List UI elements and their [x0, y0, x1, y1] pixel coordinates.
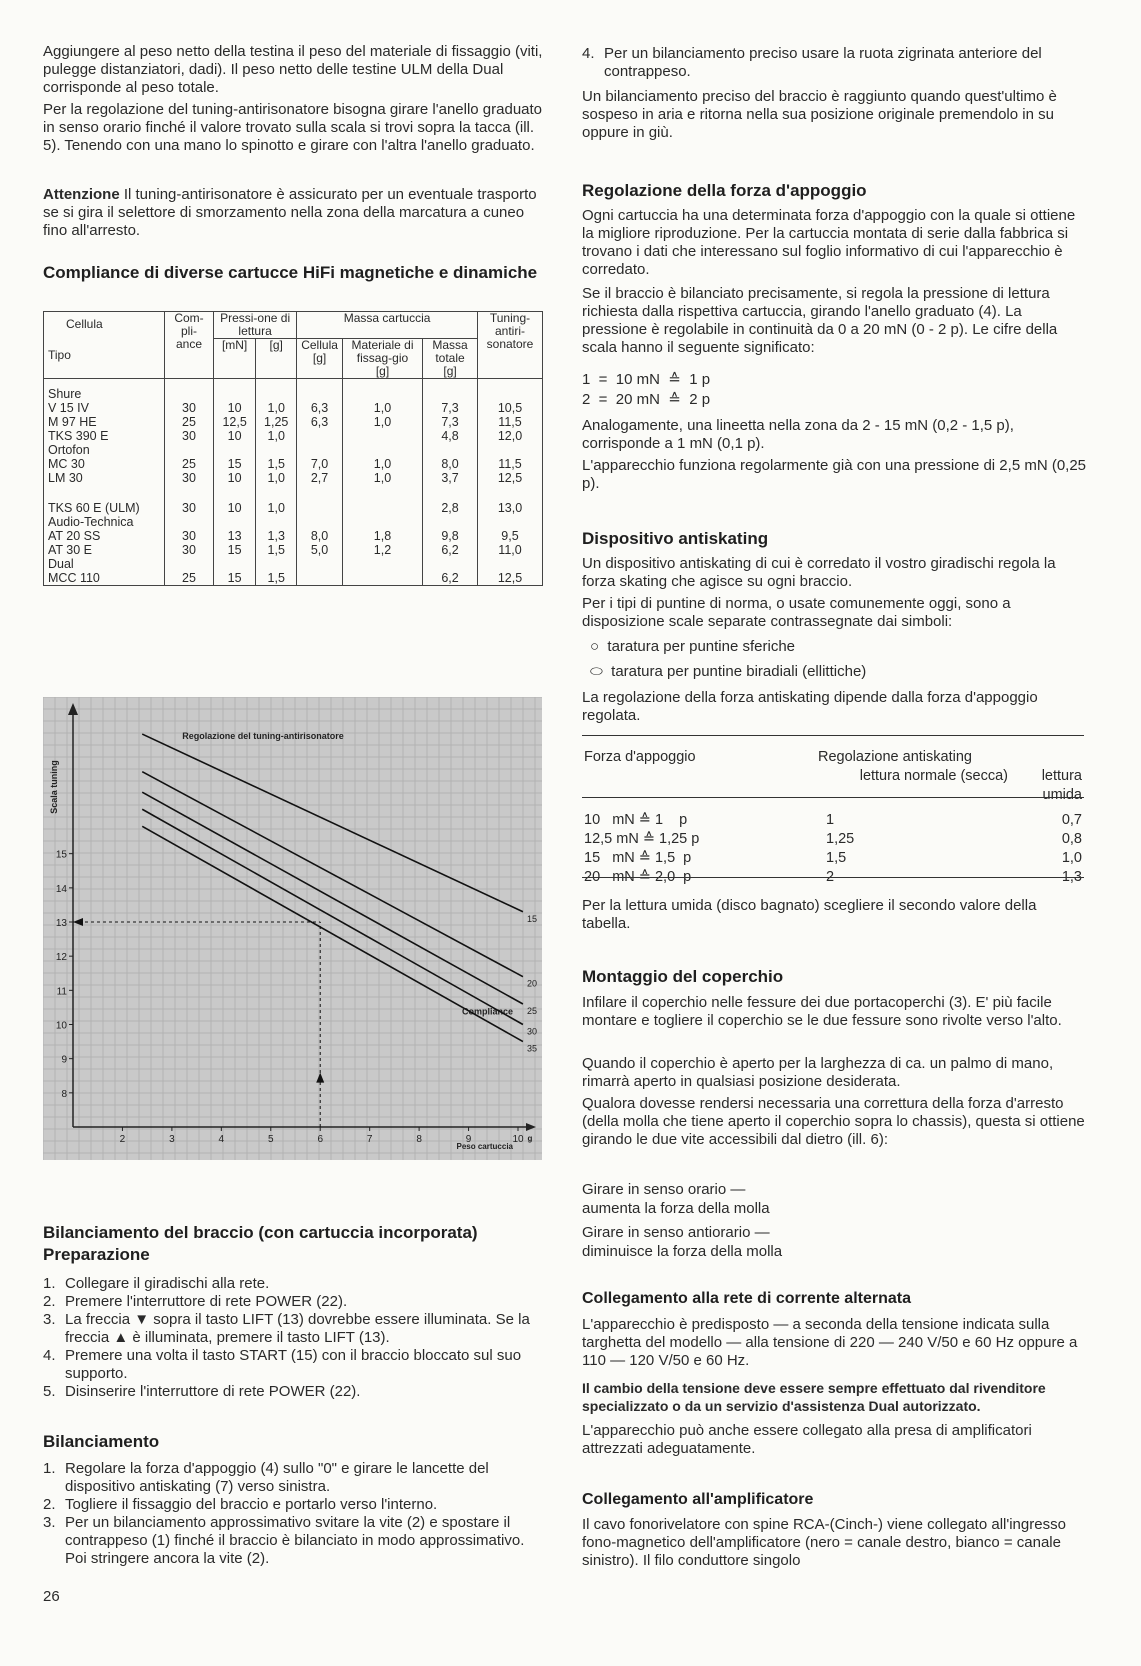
th-pressione: Pressi-one di lettura — [214, 312, 297, 339]
aks-th-empty — [582, 767, 816, 805]
amplifier-paragraph: Il cavo fonorivelatore con spine RCA-(Cinch-) viene collegato all'ingresso fono-magnetico dell'amplificatore (nero = canale destro, bianco = canale sinistro). Il filo conduttore singolo — [582, 1516, 1066, 1569]
series-label-30: 30 — [526, 1026, 537, 1037]
compliance-row — [44, 429, 543, 443]
compliance-cell-mn — [214, 443, 256, 457]
compliance-cell-tun: 11,0 — [478, 543, 543, 557]
compliance-cell-tun: 9,5 — [478, 529, 543, 543]
compliance-cell-mn: 10 — [214, 471, 256, 485]
compliance-cell-cell — [297, 429, 343, 443]
th-cellula-label: Cellula — [66, 317, 103, 331]
antiskating-cell-normale: 1,25 — [826, 831, 855, 847]
x-tick-label: 6 — [317, 1134, 324, 1145]
antiskating-cell-forza: 12,5 mN ≙ 1,25 p — [584, 831, 700, 847]
compliance-cell-g: 1,0 — [256, 429, 297, 443]
th-massa-cellula-label: Cellula — [301, 338, 338, 352]
intro-paragraph: Aggiungere al peso netto della testina il peso del materiale di fissaggio (viti, pulegge distanziatori, dadi). Il peso netto delle testine ULM della Dual corrisponde al peso totale. — [43, 43, 543, 96]
mains-heading: Collegamento alla rete di corrente alternata — [582, 1290, 911, 1307]
aks-th-regolazione: Regolazione antiskating — [818, 749, 972, 765]
cover-paragraph-3: Qualora dovesse rendersi necessaria una correttura della forza d'arresto (della molla che tiene aperto il coperchio sopra lo chassis), questa si ottiene girando le due vite accessibili dal dietro (ill. 6): — [582, 1095, 1085, 1148]
antiskating-table — [582, 748, 1084, 887]
preparation-step — [43, 1293, 546, 1311]
marker-up-arrow — [316, 1073, 324, 1083]
compliance-cell-cell: 6,3 — [297, 401, 343, 415]
compliance-cell-comp: 30 — [165, 485, 214, 515]
compliance-cell-cell — [297, 485, 343, 515]
preparation-step-text: La freccia ▼ sopra il tasto LIFT (13) dovrebbe essere illuminata. Se la freccia ▲ è illuminata, premere il tasto LIFT (13). — [65, 1311, 530, 1346]
x-tick-label: 2 — [119, 1134, 126, 1145]
antiskating-cell-normale: 1,5 — [826, 850, 847, 866]
compliance-cell-cell — [297, 379, 343, 402]
compliance-cell-tun: 11,5 — [478, 457, 543, 471]
mains-paragraph-2: L'apparecchio può anche essere collegato alla presa di amplificatori attrezzati adeguatamente. — [582, 1422, 1032, 1457]
compliance-cell-fiss: 1,8 — [342, 529, 422, 543]
compliance-cell-cell — [297, 443, 343, 457]
compliance-cell-mn — [214, 379, 256, 402]
preparation-step — [43, 1347, 546, 1383]
compliance-cell-tun: 12,5 — [478, 471, 543, 485]
compliance-cell-tot: 7,3 — [423, 401, 478, 415]
compliance-cell-tot — [423, 443, 478, 457]
force-equation-2: 2 = 20 mN ≙ 2 p — [582, 391, 711, 408]
antiskating-heading: Dispositivo antiskating — [582, 529, 769, 548]
th-massa-cellula-unit: [g] — [312, 351, 327, 365]
preparation-list — [43, 1275, 546, 1401]
bilanciamento-step-number: 2. — [43, 1496, 56, 1513]
compliance-cell-mn — [214, 557, 256, 571]
antiskating-cell-umida: 0,7 — [1061, 812, 1082, 828]
compliance-cell-comp: 30 — [165, 401, 214, 415]
force-heading: Regolazione della forza d'appoggio — [582, 181, 867, 200]
compliance-cell-tot: 8,0 — [423, 457, 478, 471]
compliance-cell-cell: 2,7 — [297, 471, 343, 485]
th-massa: Massa cartuccia — [297, 312, 478, 339]
x-tick-label: 3 — [169, 1134, 175, 1145]
y-axis-label: Scala tuning — [49, 760, 59, 814]
compliance-cell-comp: 25 — [165, 415, 214, 429]
y-tick-label: 9 — [61, 1054, 67, 1066]
aks-th-forza: Forza d'appoggio — [584, 749, 696, 765]
compliance-cell-mn: 12,5 — [214, 415, 256, 429]
compliance-row — [44, 515, 543, 529]
bilanciamento-step-number: 3. — [43, 1514, 56, 1531]
th-compliance: Com-pli-ance — [165, 312, 214, 379]
compliance-row — [44, 401, 543, 415]
cover-paragraph-6: Girare in senso antiorario — — [582, 1224, 770, 1241]
compliance-row — [44, 543, 543, 557]
compliance-cell-tun: 12,0 — [478, 429, 543, 443]
compliance-cell-comp — [165, 557, 214, 571]
compliance-cell-tot — [423, 557, 478, 571]
preparation-step-number: 1. — [43, 1275, 56, 1292]
compliance-cell-tun: 10,5 — [478, 401, 543, 415]
compliance-cell-comp — [165, 379, 214, 402]
compliance-cell-g: 1,5 — [256, 571, 297, 586]
force-equation-1: 1 = 10 mN ≙ 1 p — [582, 371, 711, 388]
compliance-cell-tun — [478, 379, 543, 402]
x-tick-label: 9 — [465, 1134, 472, 1145]
compliance-heading: Compliance di diverse cartucce HiFi magnetiche e dinamiche — [43, 263, 538, 282]
compliance-cell-tipo: V 15 IV — [44, 401, 165, 415]
tuning-chart-svg — [43, 697, 542, 1160]
compliance-table-body — [44, 379, 543, 586]
compliance-cell-g: 1,5 — [256, 457, 297, 471]
compliance-cell-comp: 25 — [165, 457, 214, 471]
compliance-cell-mn: 13 — [214, 529, 256, 543]
antiskating-cell-forza: 15 mN ≙ 1,5 p — [584, 850, 692, 866]
aks-th-normale: lettura normale (secca) — [859, 768, 1008, 784]
x-tick-label: 10 — [512, 1134, 524, 1145]
compliance-cell-tipo: MC 30 — [44, 457, 165, 471]
aks-th-umida: lettura umida — [1041, 768, 1082, 803]
compliance-cell-tot: 6,2 — [423, 543, 478, 557]
antiskating-table-mid-rule — [582, 797, 1084, 798]
compliance-cell-g: 1,5 — [256, 543, 297, 557]
compliance-cell-tun — [478, 443, 543, 457]
antiskating-cell-forza: 20 mN ≙ 2,0 p — [584, 869, 692, 885]
compliance-cell-fiss: 1,0 — [342, 401, 422, 415]
bilanciamento-step-text: Togliere il fissaggio del braccio e portarlo verso l'interno. — [65, 1496, 438, 1513]
compliance-cell-g — [256, 557, 297, 571]
compliance-cell-tipo: TKS 60 E (ULM) — [44, 485, 165, 515]
x-tick-label: 8 — [416, 1134, 422, 1145]
compliance-row — [44, 415, 543, 429]
antiskating-row — [582, 805, 1084, 830]
cover-paragraph-5: aumenta la forza della molla — [582, 1200, 770, 1217]
th-massa-cellula — [297, 339, 343, 379]
compliance-row — [44, 379, 543, 402]
compliance-cell-mn: 15 — [214, 571, 256, 586]
series-label-15: 15 — [526, 913, 537, 924]
antiskating-table-bottom-rule — [582, 877, 1084, 878]
compliance-cell-tot: 7,3 — [423, 415, 478, 429]
th-tuning: Tuning-antiri-sonatore — [478, 312, 543, 379]
compliance-cell-cell: 6,3 — [297, 415, 343, 429]
compliance-cell-tipo: LM 30 — [44, 471, 165, 485]
compliance-cell-fiss: 1,0 — [342, 457, 422, 471]
attention-label: Attenzione — [43, 186, 120, 203]
compliance-cell-tot — [423, 515, 478, 529]
compliance-cell-cell — [297, 557, 343, 571]
compliance-cell-tot: 2,8 — [423, 485, 478, 515]
compliance-cell-cell — [297, 515, 343, 529]
preparation-step — [43, 1275, 546, 1293]
cover-heading: Montaggio del coperchio — [582, 967, 784, 986]
balance-heading: Bilanciamento del braccio (con cartuccia incorporata) — [43, 1223, 478, 1242]
preparation-step — [43, 1383, 546, 1401]
antiskating-row — [582, 830, 1084, 849]
compliance-cell-comp: 30 — [165, 543, 214, 557]
antiskating-cell-umida: 1,3 — [1061, 869, 1082, 885]
th-massa-fissaggio-label: Materiale di fissag-gio — [351, 338, 414, 365]
compliance-cell-tun — [478, 515, 543, 529]
tuning-paragraph: Per la regolazione del tuning-antirisonatore bisogna girare l'anello graduato in senso orario finché il valore trovato sulla scala si trovi sopra la tacca (ill. 5). Tenendo con una mano lo spinotto e girare con l'altra l'anello graduato. — [43, 101, 543, 154]
compliance-row — [44, 571, 543, 586]
compliance-cell-comp — [165, 515, 214, 529]
compliance-cell-mn: 10 — [214, 485, 256, 515]
series-group-label: Compliance — [461, 1006, 513, 1017]
compliance-cell-g: 1,3 — [256, 529, 297, 543]
preparation-step-number: 4. — [43, 1347, 56, 1364]
antiskating-paragraph-2: Per i tipi di puntine di norma, o usate comunemente oggi, sono a disposizione scale separate contrassegnate dai simboli: — [582, 595, 1011, 630]
step-4-number: 4. — [582, 45, 595, 62]
compliance-cell-fiss — [342, 485, 422, 515]
compliance-cell-comp: 30 — [165, 529, 214, 543]
antiskating-cell-normale: 2 — [826, 869, 835, 885]
series-label-35: 35 — [526, 1043, 537, 1054]
antiskating-cell-umida: 0,8 — [1061, 831, 1082, 847]
compliance-cell-tun: 13,0 — [478, 485, 543, 515]
antiskating-table-body — [582, 805, 1084, 887]
preparation-step-text: Collegare il giradischi alla rete. — [65, 1275, 270, 1292]
force-paragraph-1: Ogni cartuccia ha una determinata forza d'appoggio con la quale si ottiene la migliore riproduzione. Per la cartuccia montata di serie dalla fabbrica si trovano i dati che interessano sul foglio informativo di cui l'apparecchio è corredato. — [582, 207, 1076, 278]
x-tick-label: 4 — [218, 1134, 225, 1145]
compliance-cell-tipo: M 97 HE — [44, 415, 165, 429]
mains-paragraph-1: L'apparecchio è predisposto — a seconda della tensione indicata sulla targhetta del modello — alla tensione di 220 — 240 V/50 e 60 Hz oppure a 110 — 120 V/50 e 60 Hz. — [582, 1316, 1078, 1369]
compliance-cell-comp: 30 — [165, 429, 214, 443]
compliance-cell-fiss: 1,0 — [342, 415, 422, 429]
preparation-step-number: 5. — [43, 1383, 56, 1400]
compliance-cell-tipo: MCC 110 — [44, 571, 165, 586]
compliance-cell-tun: 12,5 — [478, 571, 543, 586]
compliance-row — [44, 557, 543, 571]
compliance-cell-fiss: 1,2 — [342, 543, 422, 557]
compliance-table — [43, 311, 543, 586]
compliance-cell-mn: 15 — [214, 543, 256, 557]
y-tick-label: 12 — [55, 952, 67, 964]
antiskating-cell-forza: 10 mN ≙ 1 p — [584, 812, 688, 828]
preparation-step-number: 2. — [43, 1293, 56, 1310]
chart-title: Regolazione del tuning-antirisonatore — [182, 731, 344, 741]
antiskating-cell-normale: 1 — [826, 812, 835, 828]
antiskating-symbol-biradial: ⬭ taratura per puntine biradiali (ellittiche) — [590, 663, 867, 680]
preparation-step — [43, 1311, 546, 1347]
compliance-cell-mn — [214, 515, 256, 529]
x-axis-label: Peso cartuccia — [456, 1142, 513, 1151]
series-label-20: 20 — [526, 978, 537, 989]
y-tick-label: 11 — [56, 986, 67, 998]
compliance-cell-tot: 9,8 — [423, 529, 478, 543]
compliance-row — [44, 485, 543, 515]
compliance-cell-tot: 6,2 — [423, 571, 478, 586]
compliance-cell-tot: 3,7 — [423, 471, 478, 485]
compliance-row — [44, 443, 543, 457]
bilanciamento-step-text: Regolare la forza d'appoggio (4) sullo "0" e girare le lancette del dispositivo antiskating (7) verso sinistra. — [65, 1460, 489, 1495]
compliance-cell-comp — [165, 443, 214, 457]
compliance-cell-fiss — [342, 429, 422, 443]
bilanciamento-step — [43, 1514, 546, 1568]
step-4 — [582, 45, 1087, 81]
attention-paragraph — [43, 186, 546, 240]
force-paragraph-3: Analogamente, una lineetta nella zona da 2 - 15 mN (0,2 - 1,5 p), corrisponde a 1 mN (0,1 p). — [582, 417, 1014, 452]
compliance-cell-tot: 4,8 — [423, 429, 478, 443]
th-massa-totale-label: Massa totale — [432, 338, 468, 365]
compliance-cell-tun: 11,5 — [478, 415, 543, 429]
compliance-cell-fiss — [342, 557, 422, 571]
step-4-list — [582, 45, 1087, 81]
compliance-row — [44, 529, 543, 543]
compliance-cell-g: 1,0 — [256, 471, 297, 485]
compliance-cell-cell: 7,0 — [297, 457, 343, 471]
compliance-cell-g: 1,25 — [256, 415, 297, 429]
compliance-cell-cell — [297, 571, 343, 586]
th-massa-fissaggio-unit: [g] — [375, 364, 390, 378]
th-massa-totale-unit: [g] — [443, 364, 457, 378]
bilanciamento-step — [43, 1496, 546, 1514]
th-tipo-label: Tipo — [48, 348, 71, 362]
antiskating-paragraph-4: Per la lettura umida (disco bagnato) scegliere il secondo valore della tabella. — [582, 897, 1037, 932]
compliance-cell-tun — [478, 557, 543, 571]
th-cellula — [44, 312, 165, 379]
preparation-step-number: 3. — [43, 1311, 56, 1328]
x-tick-label: 7 — [366, 1134, 373, 1145]
compliance-cell-mn: 10 — [214, 429, 256, 443]
compliance-cell-comp: 25 — [165, 571, 214, 586]
antiskating-table-top-rule — [582, 735, 1084, 736]
compliance-cell-fiss — [342, 443, 422, 457]
compliance-cell-g — [256, 515, 297, 529]
preparation-step-text: Premere una volta il tasto START (15) con il braccio bloccato sul suo supporto. — [65, 1347, 522, 1382]
bilanciamento-heading: Bilanciamento — [43, 1432, 160, 1451]
compliance-cell-tipo: AT 20 SS — [44, 529, 165, 543]
compliance-cell-mn: 10 — [214, 401, 256, 415]
mains-warning: Il cambio della tensione deve essere sempre effettuato dal rivenditore specializzato o da un servizio d'assistenza Dual autorizzato. — [582, 1380, 1046, 1414]
cover-paragraph-1: Infilare il coperchio nelle fessure dei due portacoperchi (3). E' più facile montare e togliere il coperchio se le due fessure sono rivolte verso l'alto. — [582, 994, 1062, 1029]
compliance-cell-tipo: TKS 390 E — [44, 429, 165, 443]
th-massa-fissaggio — [342, 339, 422, 379]
page-number: 26 — [43, 1588, 60, 1605]
compliance-cell-mn: 15 — [214, 457, 256, 471]
attention-text: Il tuning-antirisonatore è assicurato per un eventuale trasporto se si gira il selettore di smorzamento nella zona della marcatura a cuneo fino all'arresto. — [43, 186, 537, 239]
bilanciamento-list — [43, 1460, 546, 1568]
compliance-cell-fiss — [342, 571, 422, 586]
y-tick-label: 14 — [55, 883, 67, 895]
compliance-cell-comp: 30 — [165, 471, 214, 485]
compliance-cell-tipo: Shure — [44, 379, 165, 402]
compliance-cell-fiss — [342, 379, 422, 402]
antiskating-paragraph-1: Un dispositivo antiskating di cui è corredato il vostro giradischi regola la forza skating che agisce su ogni braccio. — [582, 555, 1056, 590]
compliance-cell-tipo: AT 30 E — [44, 543, 165, 557]
th-g: [g] — [256, 339, 297, 379]
precise-paragraph: Un bilanciamento preciso del braccio è raggiunto quando quest'ultimo è sospeso in aria e ritorna nella sua posizione originale premendolo in su oppure in giù. — [582, 88, 1057, 141]
compliance-cell-tot — [423, 379, 478, 402]
compliance-cell-g — [256, 379, 297, 402]
compliance-cell-tipo: Audio-Technica — [44, 515, 165, 529]
compliance-cell-cell: 8,0 — [297, 529, 343, 543]
cover-paragraph-4: Girare in senso orario — — [582, 1181, 746, 1198]
antiskating-symbol-spherical: ○ taratura per puntine sferiche — [590, 638, 796, 655]
step-4-text: Per un bilanciamento preciso usare la ruota zigrinata anteriore del contrappeso. — [604, 45, 1042, 80]
compliance-cell-tipo: Ortofon — [44, 443, 165, 457]
preparation-heading: Preparazione — [43, 1245, 150, 1264]
force-paragraph-2: Se il braccio è bilanciato precisamente, si regola la pressione di lettura richiesta dalla rispettiva cartuccia, girando l'anello graduato (4). La pressione è regolabile in continuità da 0 a 20 mN (0 - 2 p). Le cifre della scala hanno il seguente significato: — [582, 285, 1058, 356]
compliance-cell-g: 1,0 — [256, 485, 297, 515]
compliance-cell-tipo: Dual — [44, 557, 165, 571]
x-tick-label: 5 — [267, 1134, 274, 1145]
cover-paragraph-7: diminuisce la forza della molla — [582, 1243, 783, 1260]
preparation-step-text: Disinserire l'interruttore di rete POWER (22). — [65, 1383, 361, 1400]
th-massa-totale — [423, 339, 478, 379]
force-paragraph-4: L'apparecchio funziona regolarmente già con una pressione di 2,5 mN (0,25 p). — [582, 457, 1087, 492]
th-mn: [mN] — [214, 339, 256, 379]
antiskating-paragraph-3: La regolazione della forza antiskating dipende dalla forza d'appoggio regolata. — [582, 689, 1038, 724]
compliance-cell-fiss: 1,0 — [342, 471, 422, 485]
compliance-cell-fiss — [342, 515, 422, 529]
series-label-25: 25 — [526, 1006, 537, 1016]
compliance-row — [44, 471, 543, 485]
bilanciamento-step-number: 1. — [43, 1460, 56, 1477]
antiskating-row — [582, 849, 1084, 868]
compliance-cell-g: 1,0 — [256, 401, 297, 415]
bilanciamento-step — [43, 1460, 546, 1496]
amplifier-heading: Collegamento all'amplificatore — [582, 1491, 814, 1508]
y-tick-label: 15 — [55, 849, 67, 861]
y-tick-label: 8 — [61, 1088, 67, 1100]
bilanciamento-step-text: Per un bilanciamento approssimativo svitare la vite (2) e spostare il contrappeso (1) finché il braccio è bilanciato in modo approssimativo. Poi stringere ancora la vite (2). — [65, 1514, 525, 1567]
x-axis-unit: g — [527, 1134, 533, 1143]
y-tick-label: 10 — [55, 1020, 67, 1032]
antiskating-cell-umida: 1,0 — [1061, 850, 1082, 866]
tuning-chart — [43, 697, 542, 1160]
y-tick-label: 13 — [55, 918, 67, 929]
preparation-step-text: Premere l'interruttore di rete POWER (22). — [65, 1293, 348, 1310]
compliance-cell-g — [256, 443, 297, 457]
cover-paragraph-2: Quando il coperchio è aperto per la larghezza di ca. un palmo di mano, rimarrà aperto in qualsiasi posizione desiderata. — [582, 1055, 1054, 1090]
compliance-cell-cell: 5,0 — [297, 543, 343, 557]
compliance-row — [44, 457, 543, 471]
